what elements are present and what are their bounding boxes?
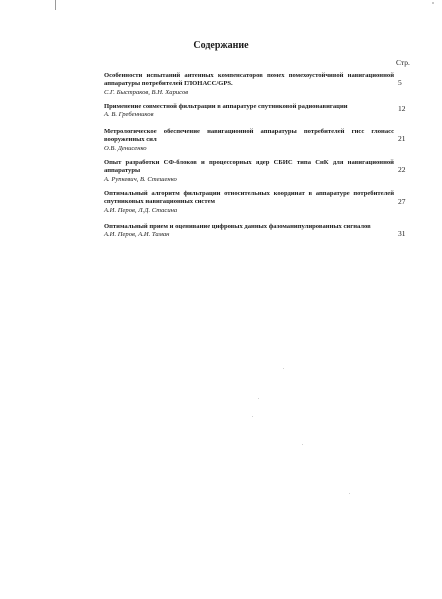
toc-entry-authors: А.И. Перов, А.И. Таман bbox=[104, 231, 170, 239]
toc-entry-page: 27 bbox=[398, 197, 406, 206]
scan-speck bbox=[258, 398, 259, 399]
toc-entry-page: 21 bbox=[398, 134, 406, 143]
toc-entry-page: 5 bbox=[398, 78, 402, 87]
page-title: Содержание bbox=[193, 40, 249, 51]
toc-entry-title: Оптимальный прием и оценивание цифровых данных фазоманипулированных сигналов bbox=[104, 223, 371, 230]
toc-entry-title: Особенности испытаний антенных компенсаторов помех помехоустойчивой навигационной аппаратуры потребителей ГЛОНАСС/GPS. bbox=[104, 72, 394, 88]
toc-entry-title: Применение совместной фильтрации в аппаратуре спутниковой радионавигации bbox=[104, 103, 348, 110]
scan-speck bbox=[283, 368, 284, 369]
toc-entry-authors: О.В. Денисенко bbox=[104, 144, 147, 152]
scan-speck bbox=[252, 416, 253, 417]
toc-entry-title: Оптимальный алгоритм фильтрации относительных координат в аппаратуре потребителей спутниковых навигационных систем bbox=[104, 190, 394, 206]
toc-entry-authors: С.Г. Быстраков, В.Н. Харисов bbox=[104, 88, 189, 96]
toc-entry bbox=[104, 190, 394, 215]
toc-entry bbox=[104, 103, 394, 120]
scan-speck bbox=[349, 493, 350, 494]
toc-entry bbox=[104, 72, 394, 97]
scan-edge-dot bbox=[432, 2, 434, 4]
toc-entry bbox=[104, 223, 394, 240]
toc-entry-title: Опыт разработки СФ-блоков и процессорных ядер СБИС типа СнК для навигационной аппаратуры bbox=[104, 159, 394, 175]
page-column-label: Стр. bbox=[396, 58, 410, 67]
toc-entry bbox=[104, 128, 394, 153]
toc-entry-authors: А. В. Гребенников bbox=[104, 111, 154, 119]
toc-entry-page: 12 bbox=[398, 104, 406, 113]
scan-edge-mark bbox=[55, 0, 56, 10]
scan-speck bbox=[302, 444, 303, 445]
toc-entry-authors: А.И. Перов, Л.Д. Стасина bbox=[104, 206, 178, 214]
toc-entry-authors: А. Рупкевич, В. Стешенко bbox=[104, 175, 177, 183]
toc-entry-page: 31 bbox=[398, 229, 406, 238]
toc-entry-title: Метрологическое обеспечение навигационной аппаратуры потребителей гнсс глонасс вооруженных сил bbox=[104, 128, 394, 144]
toc-entry-page: 22 bbox=[398, 165, 406, 174]
toc-entry bbox=[104, 159, 394, 184]
